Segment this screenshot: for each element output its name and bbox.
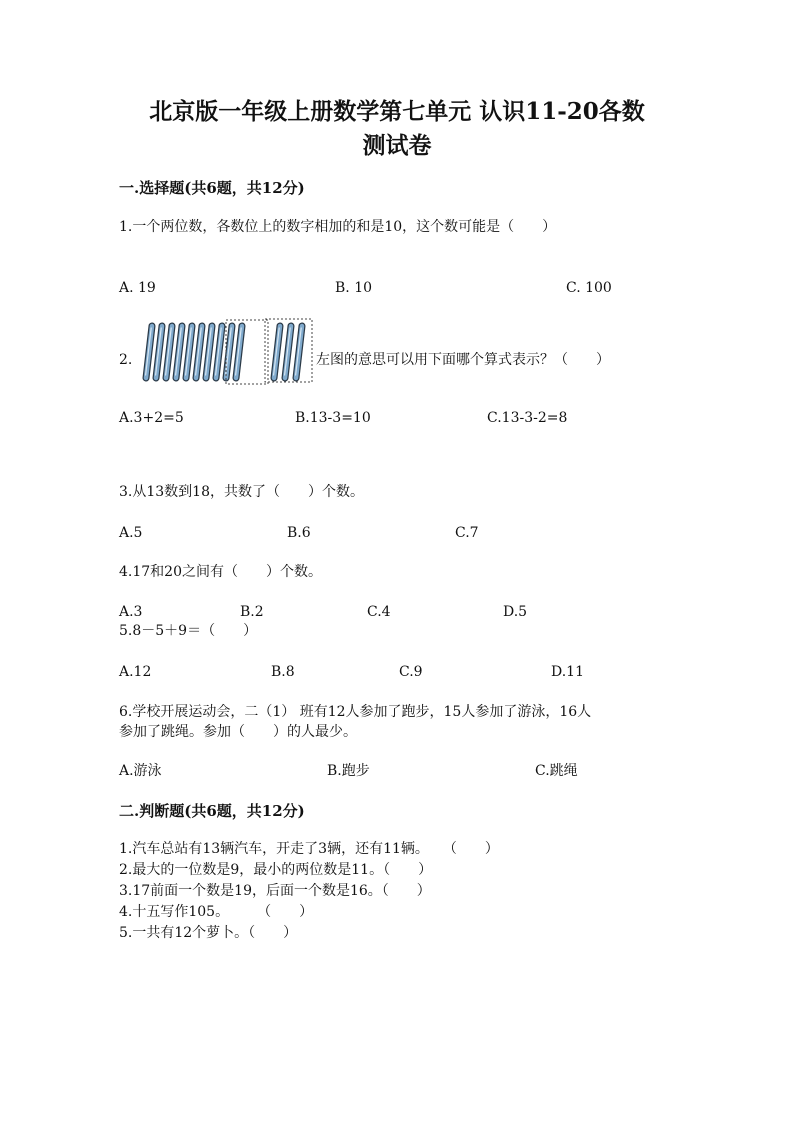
question-3-option-b: B.6: [287, 525, 311, 541]
question-6-stem-line1: 6.学校开展运动会，二（1） 班有12人参加了跑步，15人参加了游泳，16人: [119, 704, 592, 720]
sticks-group: [146, 326, 302, 378]
question-1-option-c: C. 100: [566, 280, 612, 296]
question-4-option-d: D.5: [503, 604, 528, 620]
question-6-option-b: B.跑步: [327, 763, 370, 779]
section-heading-judgement: 二.判断题(共6题，共12分): [119, 802, 305, 820]
question-2-stem: 左图的意思可以用下面哪个算式表示？（ ）: [316, 352, 610, 368]
question-1-option-a: A. 19: [119, 280, 156, 296]
question-2-option-c: C.13-3-2=8: [487, 410, 568, 426]
question-1-stem: 1.一个两位数，各数位上的数字相加的和是10，这个数可能是（ ）: [119, 219, 557, 235]
judgement-item-4: 4.十五写作105。 （ ）: [119, 904, 314, 920]
question-3-option-a: A.5: [119, 525, 143, 541]
judgement-item-1: 1.汽车总站有13辆汽车，开走了3辆，还有11辆。 （ ）: [119, 841, 499, 857]
question-4-stem: 4.17和20之间有（ ）个数。: [119, 564, 322, 580]
question-2-option-b: B.13-3=10: [295, 410, 371, 426]
question-5-option-b: B.8: [271, 664, 295, 680]
question-1-option-b: B. 10: [335, 280, 373, 296]
question-4-option-c: C.4: [367, 604, 391, 620]
question-5-option-a: A.12: [119, 664, 152, 680]
question-5-stem: 5.8－5＋9＝（ ）: [119, 623, 258, 639]
page-title-line1: 北京版一年级上册数学第七单元 认识11-20各数: [149, 98, 645, 125]
question-2-option-a: A.3+2=5: [119, 410, 184, 426]
question-5-option-d: D.11: [551, 664, 584, 680]
judgement-item-3: 3.17前面一个数是19，后面一个数是16。（ ）: [119, 883, 431, 899]
page-title-line2: 测试卷: [362, 132, 432, 159]
question-3-option-c: C.7: [455, 525, 479, 541]
sticks-figure: [141, 318, 315, 386]
question-6-stem-line2: 参加了跳绳。参加（ ）的人最少。: [119, 724, 357, 740]
question-6-option-c: C.跳绳: [535, 763, 578, 779]
question-4-option-b: B.2: [240, 604, 264, 620]
judgement-item-5: 5.一共有12个萝卜。（ ）: [119, 925, 298, 941]
section-heading-choice: 一.选择题(共6题，共12分): [119, 179, 305, 197]
question-2-number: 2.: [119, 352, 133, 368]
question-6-option-a: A.游泳: [119, 763, 162, 779]
question-3-stem: 3.从13数到18，共数了（ ）个数。: [119, 484, 364, 500]
judgement-item-2: 2.最大的一位数是9，最小的两位数是11。（ ）: [119, 862, 433, 878]
question-4-option-a: A.3: [119, 604, 143, 620]
question-5-option-c: C.9: [399, 664, 423, 680]
